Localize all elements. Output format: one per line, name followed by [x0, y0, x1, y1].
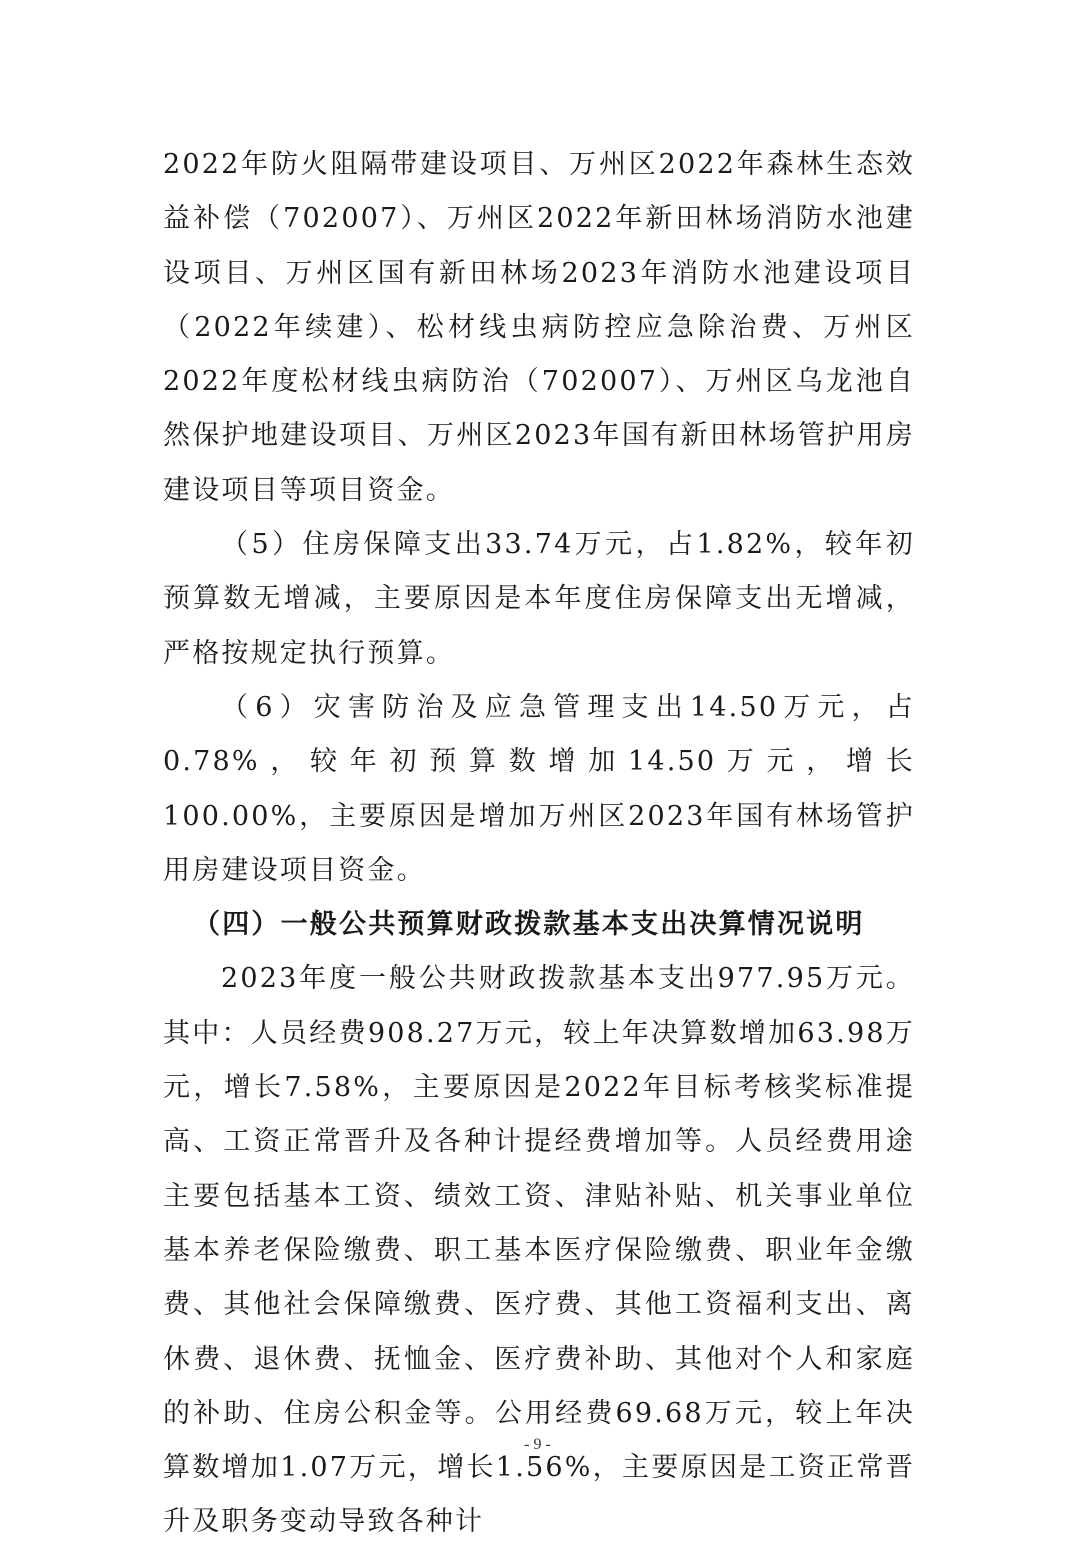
- document-body: [163, 138, 915, 1550]
- page-number: - 9 -: [524, 1436, 551, 1453]
- paragraph-disaster-expenditure: （6）灾害防治及应急管理支出14.50万元，占0.78%，较年初预算数增加14.50万元，增长100.00%，主要原因是增加万州区2023年国有林场管护用房建设项目资金。: [163, 691, 915, 886]
- paragraph-project-funds: 2022年防火阻隔带建设项目、万州区2022年森林生态效益补偿（702007）、万州区2022年新田林场消防水池建设项目、万州区国有新田林场2023年消防水池建设项目（2022年续建）、松材线虫病防控应急除治费、万州区2022年度松材线虫病防治（702007）、万州区乌龙池自然保护地建设项目、万州区2023年国有新田林场管护用房建设项目等项目资金。: [163, 149, 915, 506]
- section-heading: （四）一般公共预算财政拨款基本支出决算情况说明: [193, 909, 865, 941]
- paragraph-basic-expenditure: 2023年度一般公共财政拨款基本支出977.95万元。其中：人员经费908.27万元，较上年决算数增加63.98万元，增长7.58%，主要原因是2022年目标考核奖标准提高、工资正常晋升及各种计提经费增加等。人员经费用途主要包括基本工资、绩效工资、津贴补贴、机关事业单位基本养老保险缴费、职工基本医疗保险缴费、职业年金缴费、其他社会保障缴费、医疗费、其他工资福利支出、离休费、退休费、抚恤金、医疗费补助、其他对个人和家庭的补助、住房公积金等。公用经费69.68万元，较上年决算数增加1.07万元，增长1.56%，主要原因是工资正常晋升及职务变动导致各种计: [163, 963, 915, 1538]
- paragraph-housing-expenditure: （5）住房保障支出33.74万元，占1.82%，较年初预算数无增减，主要原因是本年度住房保障支出无增减，严格按规定执行预算。: [163, 529, 915, 669]
